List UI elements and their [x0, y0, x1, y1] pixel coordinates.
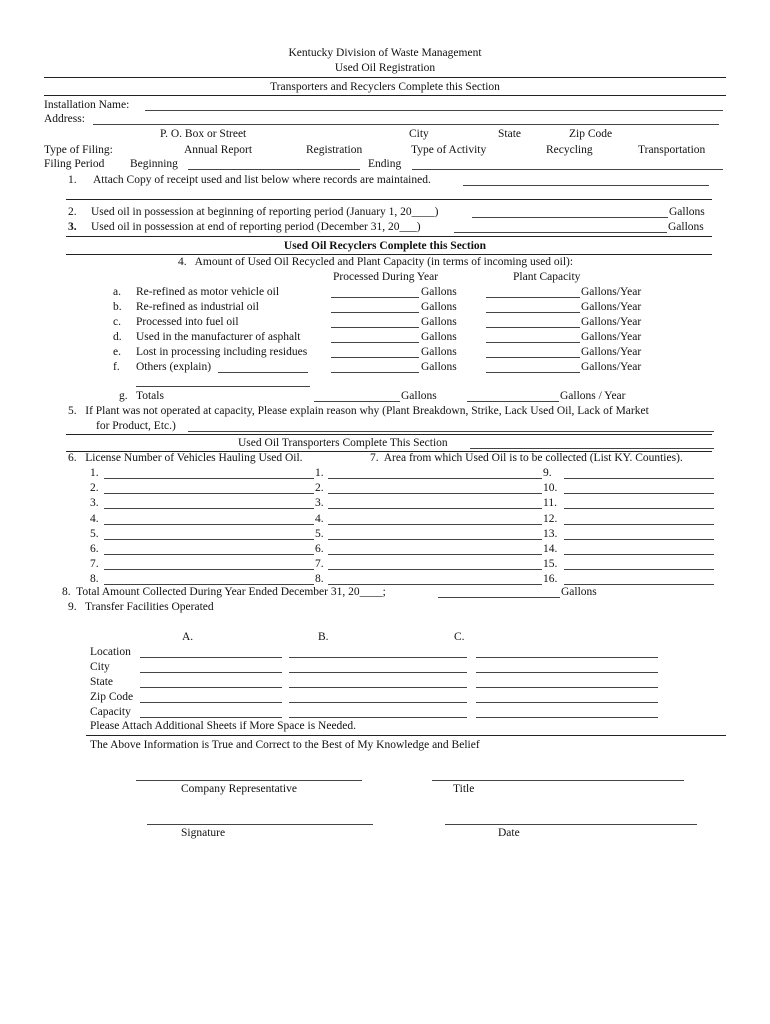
county-number: 2. — [315, 482, 324, 494]
county-number: 3. — [315, 497, 324, 509]
others-explain-field[interactable] — [218, 372, 308, 373]
vehicle-license-field[interactable] — [104, 508, 314, 509]
totals-processed-field[interactable] — [314, 401, 400, 402]
recycler-row-letter: c. — [113, 316, 121, 328]
vehicle-license-number: 4. — [90, 513, 99, 525]
title-label: Title — [453, 783, 475, 795]
county-number: 15. — [543, 558, 558, 570]
processed-unit: Gallons — [421, 301, 457, 313]
facility-row-label: State — [90, 676, 113, 688]
vehicle-license-number: 3. — [90, 497, 99, 509]
item-4-text: 4. Amount of Used Oil Recycled and Plant Capacity (in terms of incoming used oil): — [178, 256, 574, 268]
capacity-field[interactable] — [486, 327, 580, 328]
recyclers-section-title: Used Oil Recyclers Complete this Section — [283, 240, 487, 252]
item-5-text: 5. If Plant was not operated at capacity, Please explain reason why (Plant Breakdown, Strike, Lack Used Oil, Lack of Market — [68, 405, 649, 417]
address-field[interactable] — [93, 124, 719, 125]
installation-name-label: Installation Name: — [44, 99, 130, 111]
address-city-caption: City — [409, 128, 429, 140]
capacity-field[interactable] — [486, 357, 580, 358]
county-field[interactable] — [564, 539, 714, 540]
facility-b-field[interactable] — [289, 687, 467, 688]
recycler-row-letter: b. — [113, 301, 122, 313]
totals-label: Totals — [136, 390, 164, 402]
county-number: 11. — [543, 497, 557, 509]
county-number: 4. — [315, 513, 324, 525]
capacity-unit: Gallons/Year — [581, 286, 642, 298]
capacity-field[interactable] — [486, 372, 580, 373]
processed-field[interactable] — [331, 297, 419, 298]
facility-c-field[interactable] — [476, 687, 658, 688]
company-representative-line[interactable] — [136, 780, 362, 781]
item-9-text: 9. Transfer Facilities Operated — [68, 601, 214, 613]
vehicle-license-number: 1. — [90, 467, 99, 479]
processed-field[interactable] — [331, 342, 419, 343]
facility-c-field[interactable] — [476, 702, 658, 703]
signature-line[interactable] — [147, 824, 373, 825]
capacity-unit: Gallons/Year — [581, 316, 642, 328]
totals-capacity-field[interactable] — [467, 401, 559, 402]
capacity-unit: Gallons/Year — [581, 346, 642, 358]
county-number: 7. — [315, 558, 324, 570]
county-number: 10. — [543, 482, 558, 494]
county-number: 12. — [543, 513, 558, 525]
capacity-unit: Gallons/Year — [581, 331, 642, 343]
installation-name-field[interactable] — [145, 110, 723, 111]
records-location-field[interactable] — [463, 185, 709, 186]
company-representative-label: Company Representative — [181, 783, 297, 795]
item-2-number: 2. — [68, 206, 77, 218]
county-field[interactable] — [328, 524, 542, 525]
county-field[interactable] — [328, 478, 542, 479]
facility-b-field[interactable] — [289, 717, 467, 718]
county-number: 14. — [543, 543, 558, 555]
agency-name: Kentucky Division of Waste Management — [288, 47, 482, 59]
item-3-number: 3. — [68, 221, 77, 233]
facility-a-field[interactable] — [140, 657, 282, 658]
item-8-text: 8. Total Amount Collected During Year Ended December 31, 20____; — [62, 586, 386, 598]
transporters-title-underline — [470, 448, 714, 449]
filing-period-label: Filing Period — [44, 158, 105, 170]
recycler-row-label: Processed into fuel oil — [136, 316, 239, 328]
county-field[interactable] — [328, 584, 542, 585]
recycler-row-label: Re-refined as industrial oil — [136, 301, 259, 313]
date-label: Date — [498, 827, 520, 839]
county-number: 13. — [543, 528, 558, 540]
vehicle-license-number: 7. — [90, 558, 99, 570]
registration-option[interactable]: Registration — [306, 144, 363, 156]
county-field[interactable] — [564, 584, 714, 585]
gallons-unit: Gallons — [668, 221, 704, 233]
vehicle-license-number: 2. — [90, 482, 99, 494]
vehicle-license-field[interactable] — [104, 524, 314, 525]
ending-field[interactable] — [412, 169, 723, 170]
facility-c-field[interactable] — [476, 717, 658, 718]
county-number: 5. — [315, 528, 324, 540]
item-1-text: Attach Copy of receipt used and list below where records are maintained. — [93, 174, 431, 186]
recycler-row-letter: e. — [113, 346, 121, 358]
facility-row-label: Zip Code — [90, 691, 134, 703]
capacity-unit: Gallons/Year — [581, 361, 642, 373]
end-possession-field[interactable] — [454, 232, 667, 233]
recycler-row-label: Used in the manufacturer of asphalt — [136, 331, 301, 343]
recycler-row-label: Others (explain) — [136, 361, 212, 373]
title-line[interactable] — [432, 780, 684, 781]
beginning-possession-field[interactable] — [472, 217, 668, 218]
vehicle-license-field[interactable] — [104, 478, 314, 479]
county-field[interactable] — [328, 508, 542, 509]
item-7-text: 7. Area from which Used Oil is to be collected (List KY. Counties). — [370, 452, 683, 464]
capacity-unit: Gallons/Year — [581, 301, 642, 313]
processed-field[interactable] — [331, 372, 419, 373]
divider — [66, 236, 712, 237]
item-2-text: Used oil in possession at beginning of reporting period (January 1, 20____) — [91, 206, 439, 218]
county-field[interactable] — [564, 478, 714, 479]
certification-statement: The Above Information is True and Correct to the Best of My Knowledge and Belief — [90, 739, 480, 751]
item-6-text: 6. License Number of Vehicles Hauling Used Oil. — [68, 452, 303, 464]
processed-column-header: Processed During Year — [333, 271, 439, 283]
processed-unit: Gallons — [421, 361, 457, 373]
divider — [66, 254, 712, 255]
divider — [44, 95, 726, 96]
attach-sheets-note: Please Attach Additional Sheets if More Space is Needed. — [90, 720, 357, 732]
county-number: 16. — [543, 573, 558, 585]
others-explain-line[interactable] — [136, 386, 310, 387]
divider — [44, 77, 726, 78]
vehicle-license-field[interactable] — [104, 493, 314, 494]
recycler-row-label: Re-refined as motor vehicle oil — [136, 286, 280, 298]
county-field[interactable] — [564, 554, 714, 555]
recycler-row-letter: d. — [113, 331, 122, 343]
county-field[interactable] — [328, 539, 542, 540]
processed-unit: Gallons — [421, 286, 457, 298]
vehicle-license-number: 8. — [90, 573, 99, 585]
annual-report-option[interactable]: Annual Report — [184, 144, 253, 156]
vehicle-license-number: 5. — [90, 528, 99, 540]
vehicle-license-field[interactable] — [104, 554, 314, 555]
facility-row-label: Capacity — [90, 706, 131, 718]
item-5-text-cont: for Product, Etc.) — [96, 420, 176, 432]
facility-a-field[interactable] — [140, 687, 282, 688]
totals-capacity-unit: Gallons / Year — [560, 390, 626, 402]
capacity-field[interactable] — [486, 342, 580, 343]
date-line[interactable] — [445, 824, 697, 825]
transporters-section-title: Used Oil Transporters Complete This Section — [238, 437, 448, 449]
recycler-row-label: Lost in processing including residues — [136, 346, 308, 358]
county-field[interactable] — [328, 554, 542, 555]
facility-c-field[interactable] — [476, 672, 658, 673]
total-collected-field[interactable] — [438, 597, 560, 598]
capacity-column-header: Plant Capacity — [513, 271, 581, 283]
explanation-field[interactable] — [188, 431, 714, 432]
county-number: 9. — [543, 467, 552, 479]
divider — [66, 199, 712, 200]
county-field[interactable] — [564, 524, 714, 525]
item-3-text: Used oil in possession at end of reporting period (December 31, 20___) — [91, 221, 421, 233]
capacity-field[interactable] — [486, 312, 580, 313]
gallons-unit: Gallons — [669, 206, 705, 218]
signature-label: Signature — [181, 827, 226, 839]
address-zip-caption: Zip Code — [569, 128, 613, 140]
form-title: Used Oil Registration — [334, 62, 436, 74]
facility-column-b: B. — [318, 631, 329, 643]
address-state-caption: State — [498, 128, 521, 140]
divider — [86, 735, 726, 736]
facility-b-field[interactable] — [289, 702, 467, 703]
processed-unit: Gallons — [421, 316, 457, 328]
facility-a-field[interactable] — [140, 672, 282, 673]
beginning-field[interactable] — [188, 169, 360, 170]
section-heading-all: Transporters and Recyclers Complete this Section — [270, 81, 500, 93]
processed-unit: Gallons — [421, 346, 457, 358]
beginning-label: Beginning — [130, 158, 178, 170]
recycler-row-letter: a. — [113, 286, 121, 298]
processed-field[interactable] — [331, 312, 419, 313]
county-field[interactable] — [564, 493, 714, 494]
vehicle-license-field[interactable] — [104, 584, 314, 585]
facility-row-label: Location — [90, 646, 131, 658]
vehicle-license-number: 6. — [90, 543, 99, 555]
facility-b-field[interactable] — [289, 672, 467, 673]
county-field[interactable] — [564, 569, 714, 570]
facility-b-field[interactable] — [289, 657, 467, 658]
totals-processed-unit: Gallons — [401, 390, 437, 402]
county-number: 8. — [315, 573, 324, 585]
ending-label: Ending — [368, 158, 402, 170]
facility-a-field[interactable] — [140, 717, 282, 718]
divider — [66, 434, 712, 435]
county-field[interactable] — [564, 508, 714, 509]
county-field[interactable] — [328, 493, 542, 494]
total-collected-unit: Gallons — [561, 586, 597, 598]
address-label: Address: — [44, 113, 85, 125]
county-number: 1. — [315, 467, 324, 479]
processed-field[interactable] — [331, 327, 419, 328]
county-number: 6. — [315, 543, 324, 555]
processed-field[interactable] — [331, 357, 419, 358]
processed-unit: Gallons — [421, 331, 457, 343]
address-street-caption: P. O. Box or Street — [160, 128, 247, 140]
recycling-option[interactable]: Recycling — [546, 144, 593, 156]
vehicle-license-field[interactable] — [104, 569, 314, 570]
facility-a-field[interactable] — [140, 702, 282, 703]
type-of-filing-label: Type of Filing: — [44, 144, 113, 156]
transportation-option[interactable]: Transportation — [638, 144, 706, 156]
recycler-row-letter: f. — [113, 361, 120, 373]
item-1-number: 1. — [68, 174, 77, 186]
county-field[interactable] — [328, 569, 542, 570]
facility-c-field[interactable] — [476, 657, 658, 658]
facility-column-c: C. — [454, 631, 465, 643]
totals-letter: g. — [119, 390, 128, 402]
vehicle-license-field[interactable] — [104, 539, 314, 540]
type-of-activity-label: Type of Activity — [411, 144, 487, 156]
facility-row-label: City — [90, 661, 110, 673]
facility-column-a: A. — [182, 631, 194, 643]
capacity-field[interactable] — [486, 297, 580, 298]
